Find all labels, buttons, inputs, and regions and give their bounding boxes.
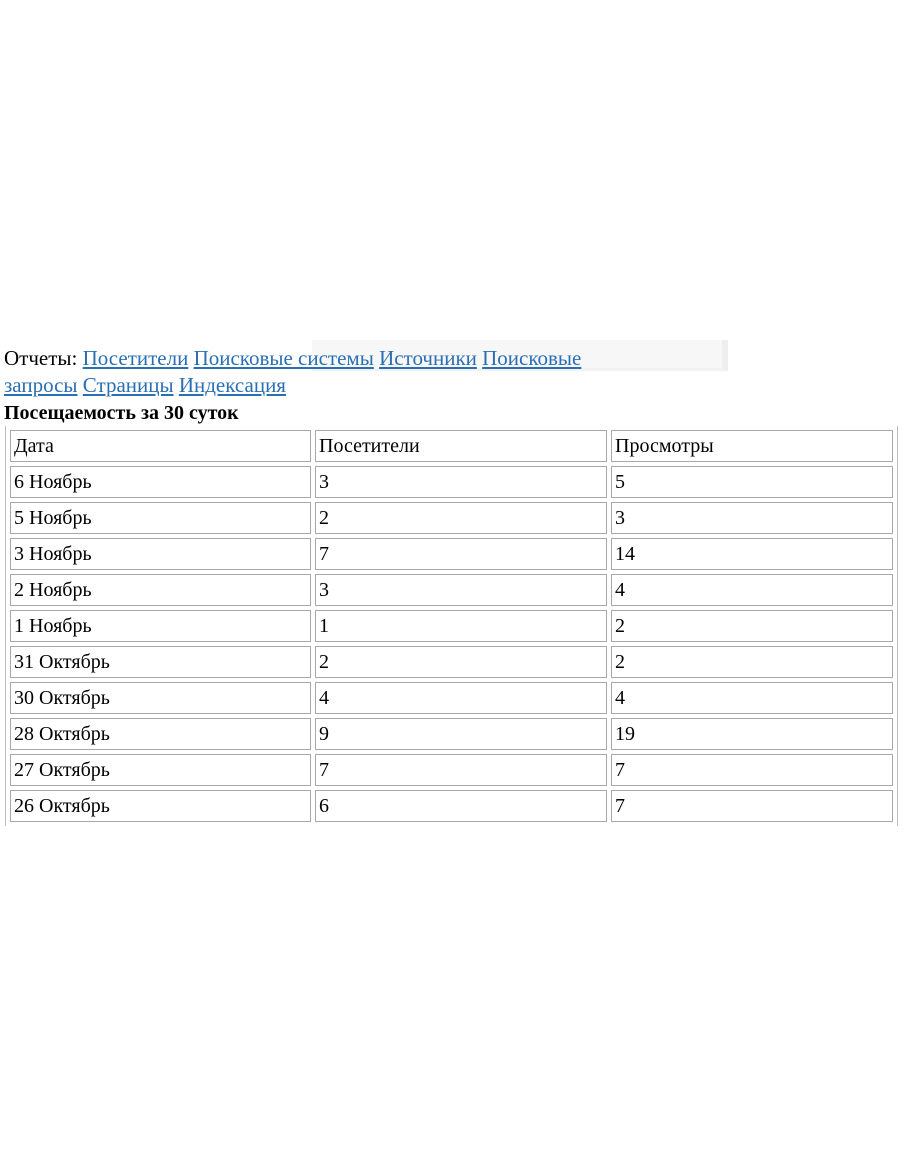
cell-views: 14 (611, 538, 893, 570)
cell-views: 4 (611, 682, 893, 714)
reports-nav (4, 345, 644, 399)
cell-views: 2 (611, 610, 893, 642)
page-title: Посещаемость за 30 суток (4, 402, 239, 424)
link-sources[interactable]: Источники (379, 346, 477, 370)
table-row (10, 610, 893, 642)
link-indexing[interactable]: Индексация (178, 373, 286, 397)
reports-label: Отчеты: (4, 346, 78, 370)
cell-date: 6 Ноябрь (10, 466, 311, 498)
cell-visitors: 7 (315, 538, 607, 570)
link-visitors[interactable]: Посетители (82, 346, 189, 370)
cell-views: 7 (611, 754, 893, 786)
cell-date: 2 Ноябрь (10, 574, 311, 606)
cell-visitors: 3 (315, 466, 607, 498)
cell-date: 26 Октябрь (10, 790, 311, 822)
table-row (10, 718, 893, 750)
cell-views: 4 (611, 574, 893, 606)
cell-visitors: 2 (315, 646, 607, 678)
table-row (10, 790, 893, 822)
table-row (10, 646, 893, 678)
column-header-date: Дата (10, 430, 311, 462)
cell-views: 2 (611, 646, 893, 678)
cell-date: 3 Ноябрь (10, 538, 311, 570)
cell-visitors: 6 (315, 790, 607, 822)
table-row (10, 466, 893, 498)
table-row (10, 682, 893, 714)
cell-views: 3 (611, 502, 893, 534)
cell-visitors: 1 (315, 610, 607, 642)
column-header-visitors: Посетители (315, 430, 607, 462)
cell-date: 5 Ноябрь (10, 502, 311, 534)
table-header-row (10, 430, 893, 462)
cell-date: 28 Октябрь (10, 718, 311, 750)
cell-views: 7 (611, 790, 893, 822)
table-row (10, 574, 893, 606)
link-pages[interactable]: Страницы (82, 373, 174, 397)
cell-date: 27 Октябрь (10, 754, 311, 786)
cell-visitors: 7 (315, 754, 607, 786)
cell-date: 1 Ноябрь (10, 610, 311, 642)
table-row (10, 502, 893, 534)
cell-views: 5 (611, 466, 893, 498)
table-row (10, 754, 893, 786)
cell-date: 30 Октябрь (10, 682, 311, 714)
cell-visitors: 2 (315, 502, 607, 534)
cell-date: 31 Октябрь (10, 646, 311, 678)
column-header-views: Просмотры (611, 430, 893, 462)
link-search-engines[interactable]: Поисковые системы (193, 346, 374, 370)
stats-table (5, 426, 898, 826)
table-row (10, 538, 893, 570)
cell-views: 19 (611, 718, 893, 750)
cell-visitors: 3 (315, 574, 607, 606)
cell-visitors: 4 (315, 682, 607, 714)
cell-visitors: 9 (315, 718, 607, 750)
link-search-queries[interactable]: Поисковые запросы (4, 346, 582, 397)
